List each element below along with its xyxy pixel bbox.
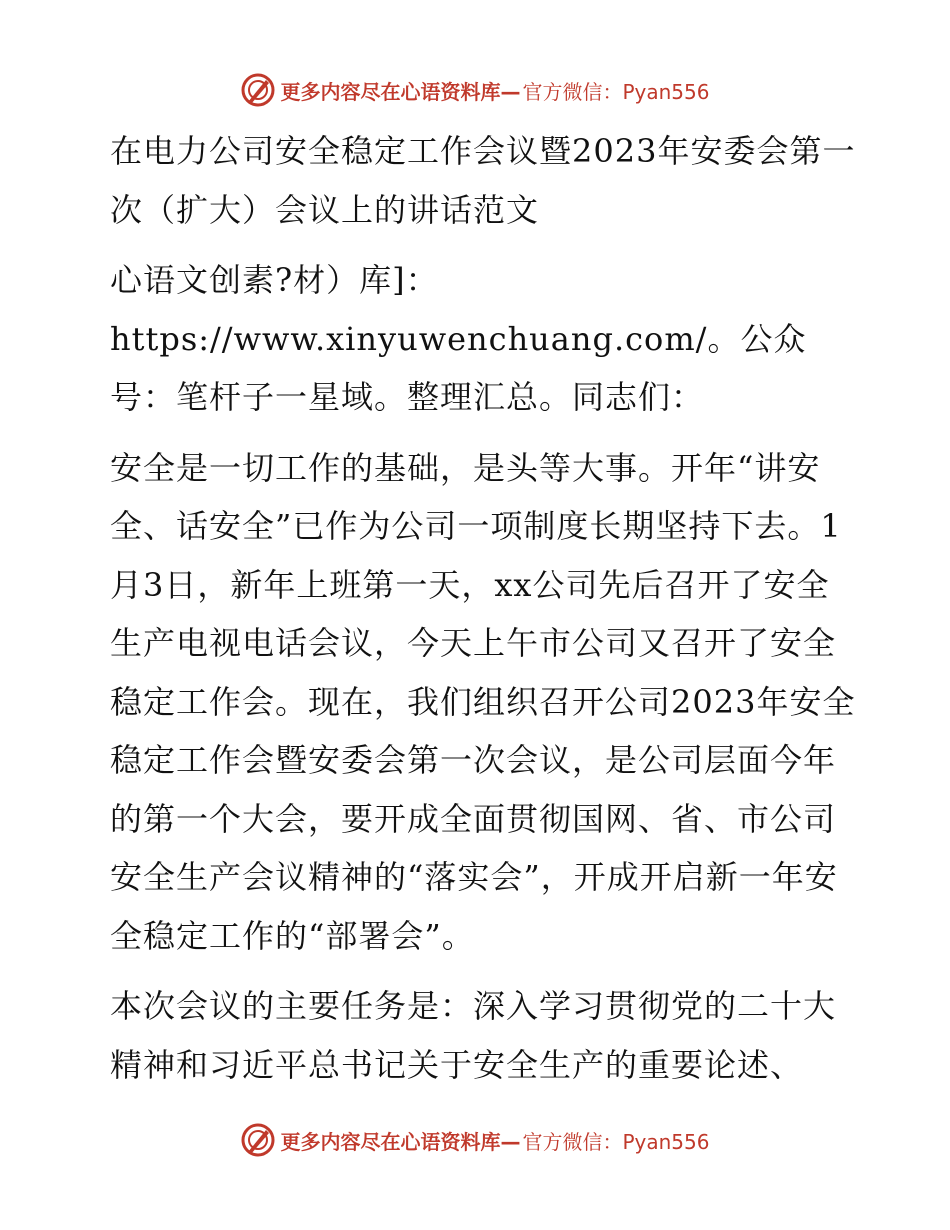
pen-logo-icon (240, 72, 276, 108)
banner-text: 更多内容尽在心语资料库— (280, 1129, 521, 1154)
document-body (98, 122, 858, 1094)
banner-wechat: 官方微信：Pyan556 (522, 79, 710, 104)
document-title: 在电力公司安全稳定工作会议暨2023年安委会第一次（扩大）会议上的讲话范文 (110, 132, 856, 229)
header-banner (0, 70, 950, 110)
footer-banner (0, 1120, 950, 1160)
pen-logo-icon (240, 1122, 276, 1158)
paragraph-1: 安全是一切工作的基础，是头等大事。开年“讲安全、话安全”已作为公司一项制度长期坚持下去。1月3日，新年上班第一天，xx公司先后召开了安全生产电视电话会议，今天上午市公司又召开了安全稳定工作会。现在，我们组织召开公司2023年安全稳定工作会暨安委会第一次会议，是公司层面今年的第一个大会，要开成全面贯彻国网、省、市公司安全生产会议精神的“落实会”，开成开启新一年安全稳定工作的“部署会”。 (110, 448, 856, 955)
banner-text: 更多内容尽在心语资料库— (280, 79, 521, 104)
source-paragraph: 心语文创素?材）库]：https://www.xinyuwenchuang.com/。公众号：笔杆子一星域。整理汇总。同志们： (110, 261, 807, 416)
banner-wechat: 官方微信：Pyan556 (522, 1129, 710, 1154)
paragraph-2: 本次会议的主要任务是：深入学习贯彻党的二十大精神和习近平总书记关于安全生产的重要论述、 (110, 987, 837, 1084)
